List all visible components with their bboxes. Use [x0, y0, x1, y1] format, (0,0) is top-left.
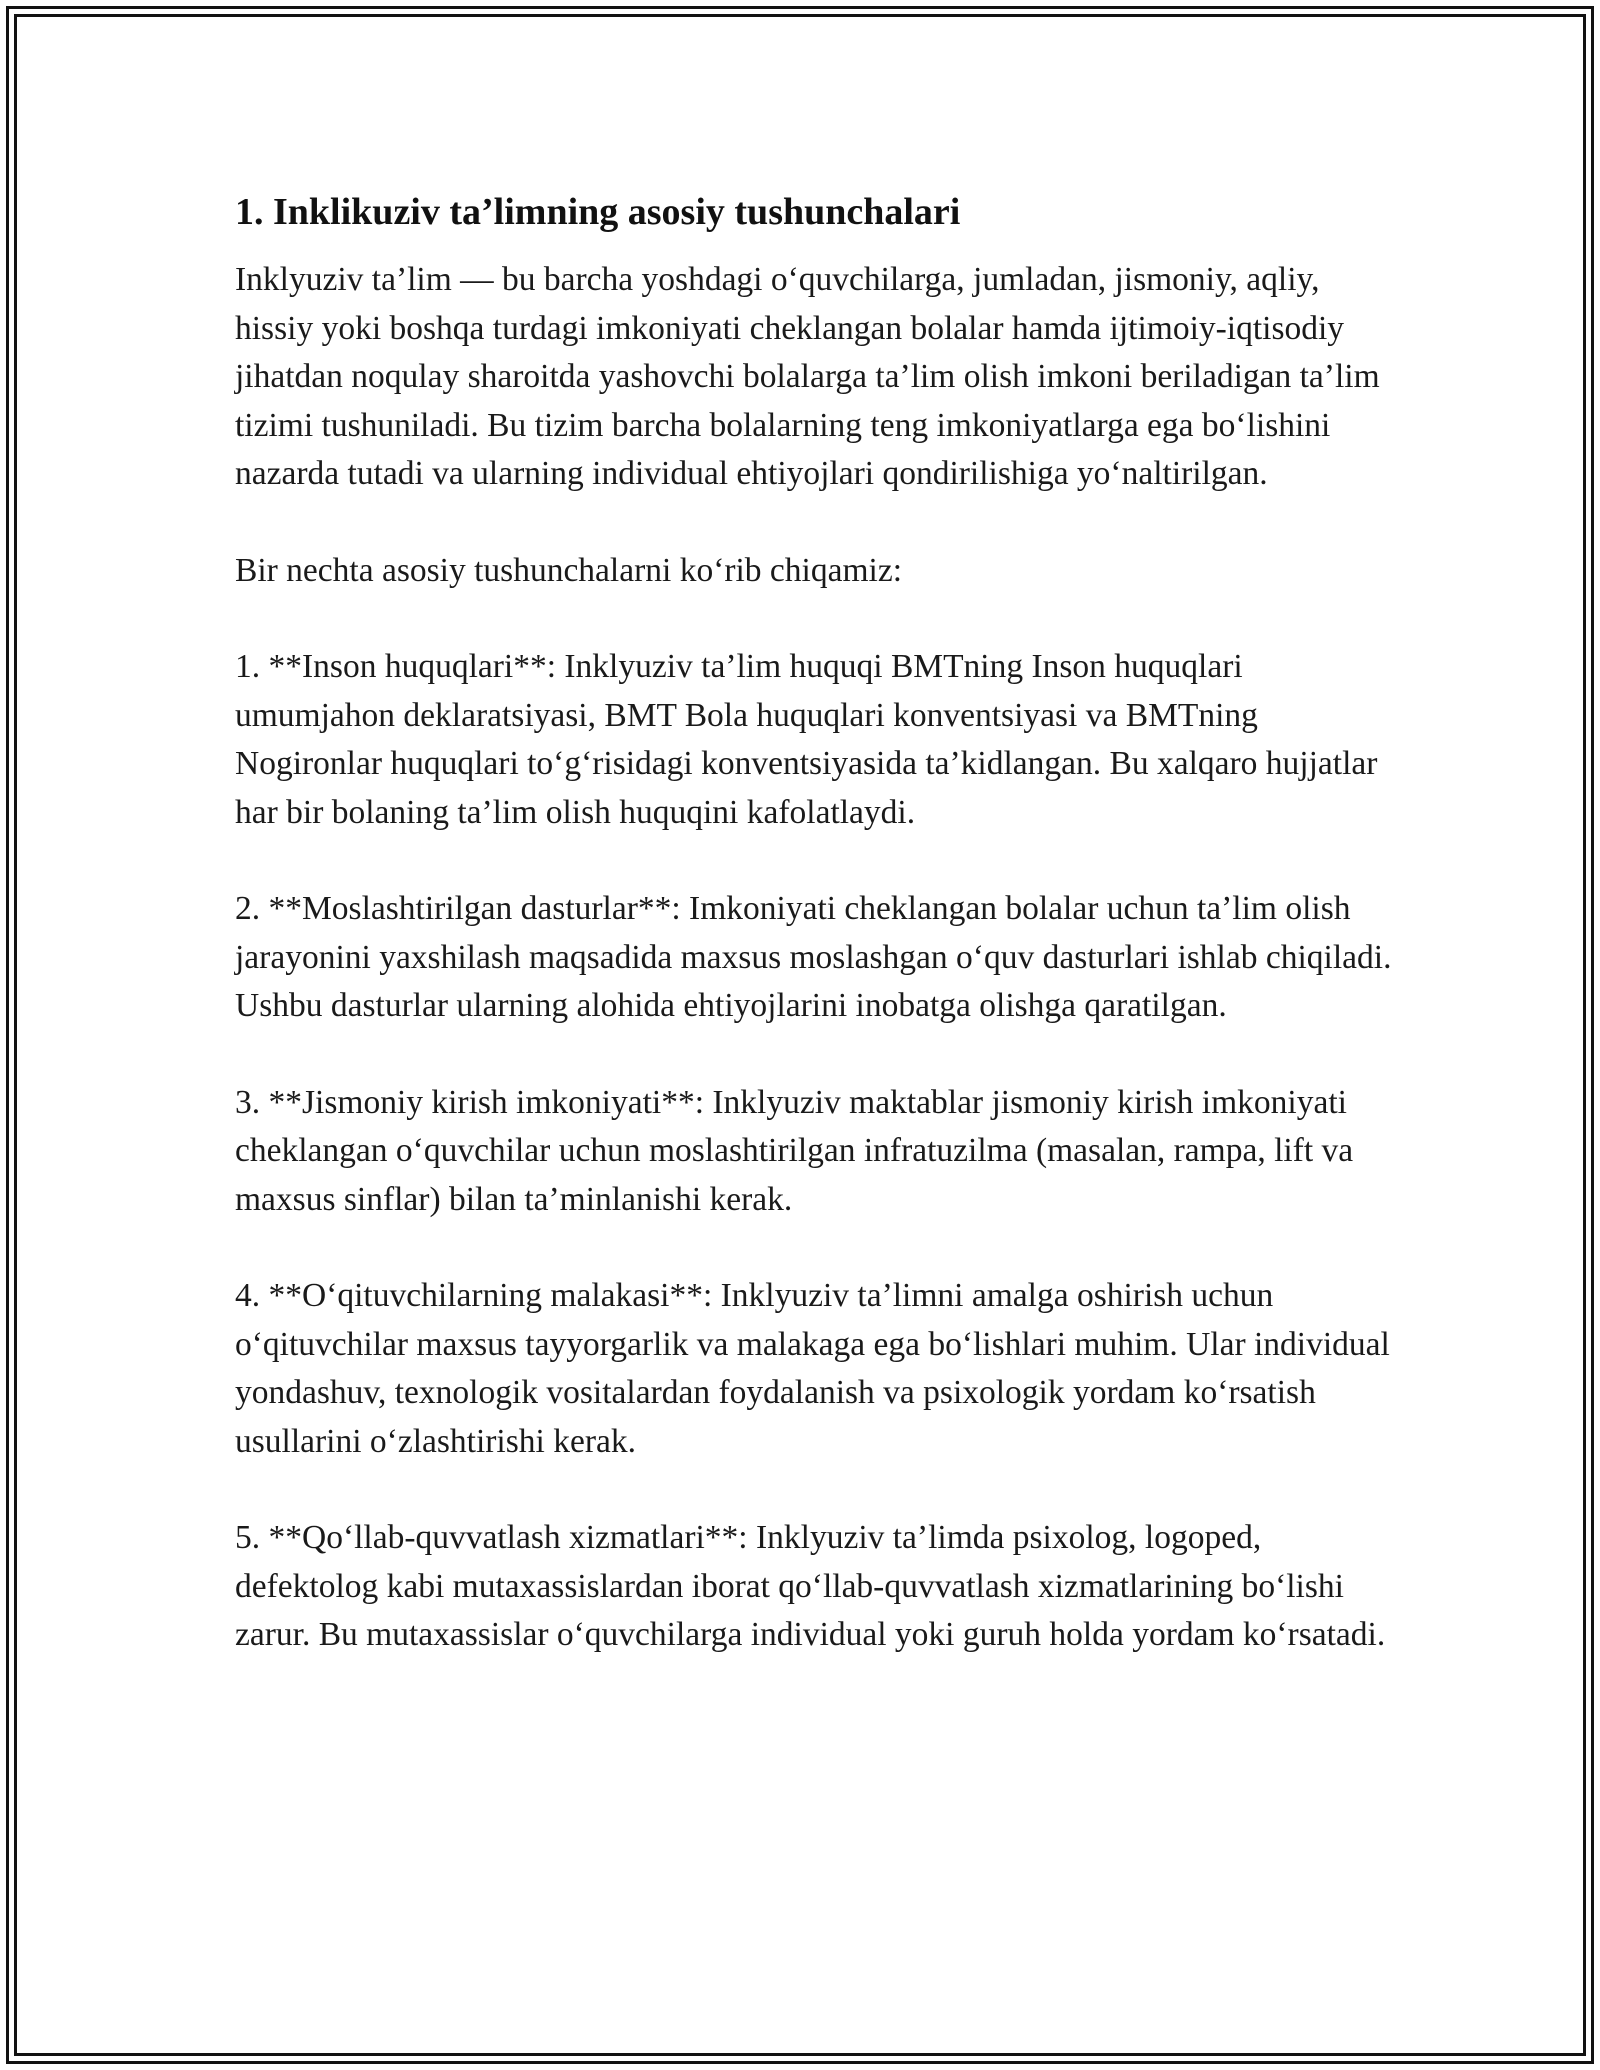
list-item-support-services: 5. **Qo‘llab-quvvatlash xizmatlari**: Inklyuziv ta’limda psixolog, logoped, defektolog kabi mutaxassislardan iborat qo‘llab-quvvatlash xizmatlarining bo‘lishi zarur. Bu mutaxassislar o‘quvchilarga individual yoki guruh holda yordam ko‘rsatadi.	[235, 1519, 1386, 1653]
intro-paragraph: Inklyuziv ta’lim — bu barcha yoshdagi o‘quvchilarga, jumladan, jismoniy, aqliy, hissiy yoki boshqa turdagi imkoniyati cheklangan bolalar hamda ijtimoiy-iqtisodiy jihatdan noqulay sharoitda yashovchi bolalarga ta’lim olish imkoni beriladigan ta’lim tizimi tushuniladi. Bu tizim barcha bolalarning teng imkoniyatlarga ega bo‘lishini nazarda tutadi va ularning individual ehtiyojlari qondirilishiga yo‘naltirilgan.	[235, 261, 1380, 492]
list-item-teacher-qualification: 4. **O‘qituvchilarning malakasi**: Inklyuziv ta’limni amalga oshirish uchun o‘qituvchilar maxsus tayyorgarlik va malakaga ega bo‘lishlari muhim. Ular individual yondashuv, texnologik vositalardan foydalanish va psixologik yordam ko‘rsatish usullarini o‘zlashtirishi kerak.	[235, 1277, 1390, 1460]
list-item-human-rights: 1. **Inson huquqlari**: Inklyuziv ta’lim huquqi BMTning Inson huquqlari umumjahon deklaratsiyasi, BMT Bola huquqlari konventsiyasi va BMTning Nogironlar huquqlari to‘g‘risidagi konventsiyasida ta’kidlangan. Bu xalqaro hujjatlar har bir bolaning ta’lim olish huquqini kafolatlaydi.	[235, 648, 1378, 831]
document-title: 1. Inklikuziv ta’limning asosiy tushunchalari	[235, 191, 961, 233]
document-body	[235, 182, 1395, 1708]
lead-in-paragraph: Bir nechta asosiy tushunchalarni ko‘rib chiqamiz:	[235, 551, 903, 589]
list-item-physical-access: 3. **Jismoniy kirish imkoniyati**: Inklyuziv maktablar jismoniy kirish imkoniyati cheklangan o‘quvchilar uchun moslashtirilgan infratuzilma (masalan, rampa, lift va maxsus sinflar) bilan ta’minlanishi kerak.	[235, 1083, 1354, 1218]
list-item-adapted-programs: 2. **Moslashtirilgan dasturlar**: Imkoniyati cheklangan bolalar uchun ta’lim olish jarayonini yaxshilash maqsadida maxsus moslashgan o‘quv dasturlari ishlab chiqiladi. Ushbu dasturlar ularning alohida ehtiyojlarini inobatga olishga qaratilgan.	[235, 890, 1392, 1024]
